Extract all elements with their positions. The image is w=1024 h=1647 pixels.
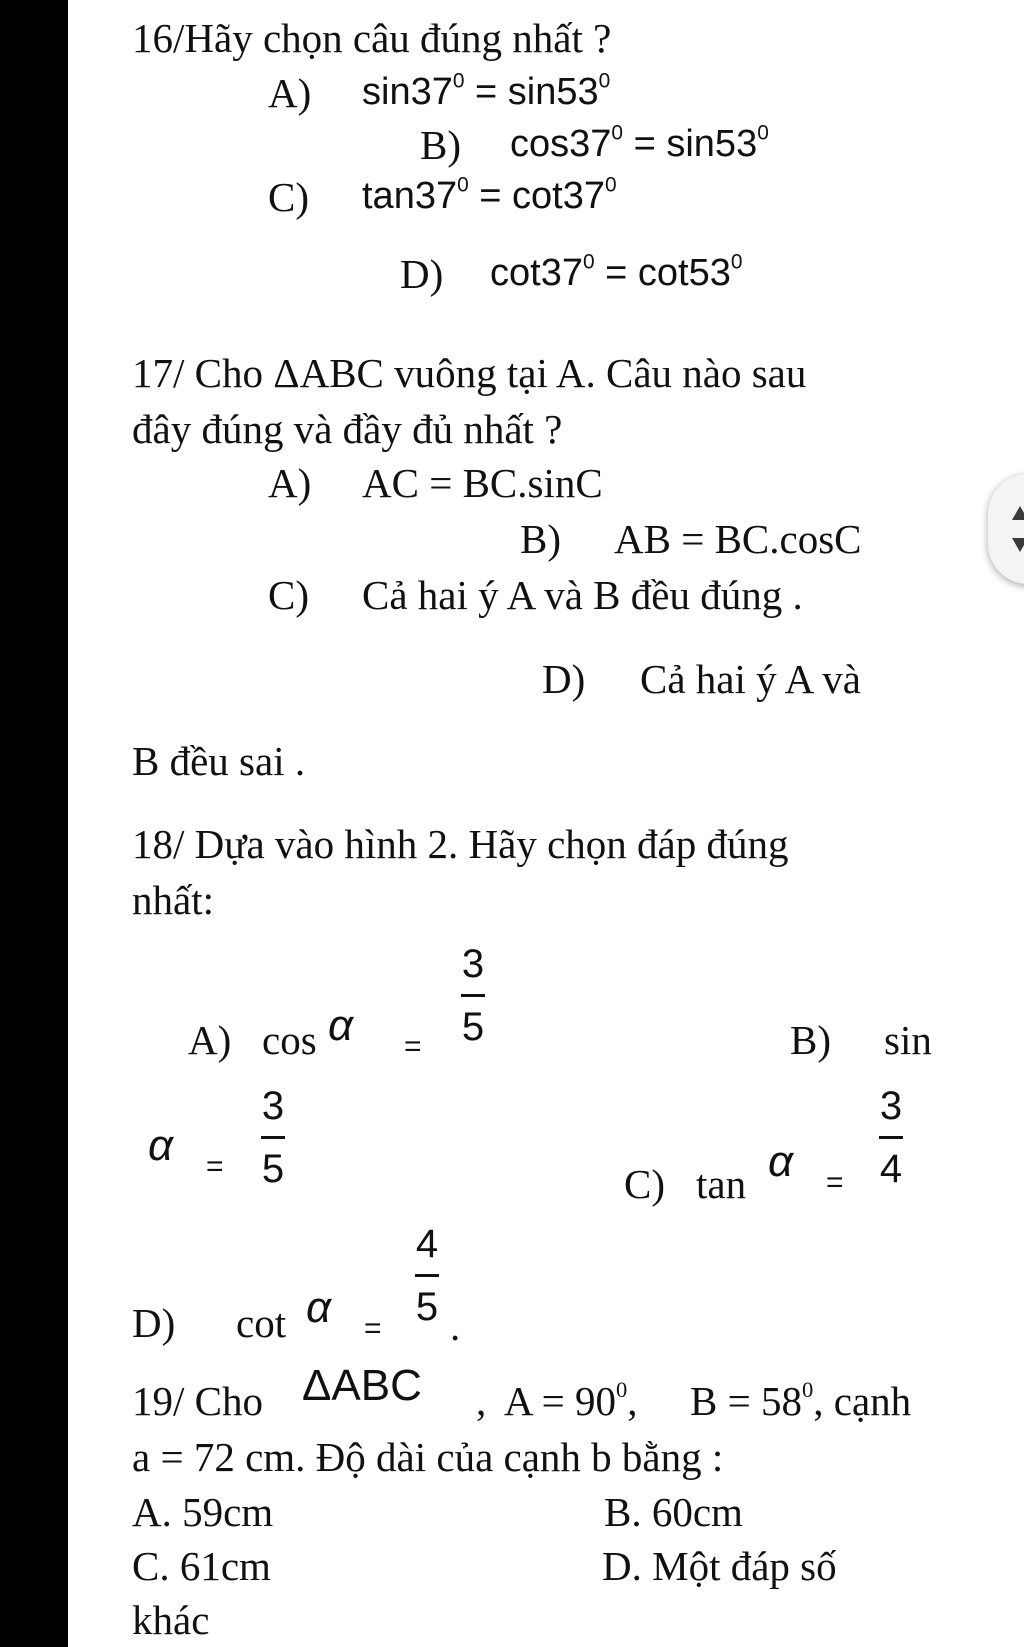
q19-option-d-line2: khác bbox=[132, 1597, 210, 1643]
q18-option-b-numerator: 3 bbox=[261, 1084, 285, 1128]
q18-option-c-equals: = bbox=[826, 1166, 844, 1199]
q18-option-b-equals: = bbox=[206, 1150, 224, 1183]
q17-option-d-label: D) bbox=[542, 656, 586, 702]
q18-option-d-end: . bbox=[450, 1303, 461, 1349]
q18-option-a-fraction bbox=[456, 944, 490, 1047]
q18-option-b-func: sin bbox=[884, 1017, 932, 1063]
q19-comma: , bbox=[476, 1378, 487, 1424]
q18-option-c-numerator: 3 bbox=[879, 1084, 903, 1128]
q18-option-d-fraction bbox=[410, 1224, 444, 1327]
q18-stem-line1: 18/ Dựa vào hình 2. Hãy chọn đáp đúng bbox=[132, 821, 789, 867]
q18-option-a-equals: = bbox=[404, 1030, 422, 1063]
q18-option-d-func: cot bbox=[236, 1300, 287, 1346]
scroll-arrows-icon bbox=[1010, 504, 1024, 554]
q18-option-b-label: B) bbox=[790, 1017, 831, 1063]
q16-option-b: $\cos 37^0 = \sin 53^0$ bbox=[510, 121, 769, 165]
q18-option-d-denominator: 5 bbox=[415, 1285, 439, 1329]
q18-option-c-denominator: 4 bbox=[879, 1147, 903, 1191]
q18-option-c-func: tan bbox=[696, 1161, 747, 1207]
q19-angle-b: $B = 58^0$, cạnh bbox=[690, 1376, 912, 1424]
q19-prefix: 19/ Cho bbox=[132, 1378, 263, 1424]
q16-option-a: $\sin 37^0 = \sin 53^0$ bbox=[362, 69, 611, 113]
q18-option-b-denominator: 5 bbox=[261, 1147, 285, 1191]
q17-option-c-label: C) bbox=[268, 572, 309, 618]
q19-stem-line2: a = 72 cm. Độ dài của cạnh b bằng : bbox=[132, 1434, 724, 1480]
q18-option-a-denominator: 5 bbox=[461, 1005, 485, 1049]
q17-option-a: AC = BC.sinC bbox=[362, 460, 603, 506]
left-black-border bbox=[0, 0, 68, 1647]
fraction-bar bbox=[879, 1136, 903, 1139]
scroll-handle[interactable] bbox=[988, 474, 1024, 584]
fraction-bar bbox=[415, 1274, 439, 1277]
q16-option-a-label: A) bbox=[268, 70, 312, 116]
q17-option-d-line1: Cả hai ý A và bbox=[640, 656, 861, 702]
q19-angle-a: $A = 90^0$, bbox=[504, 1376, 638, 1424]
q17-stem-line2: đây đúng và đầy đủ nhất ? bbox=[132, 406, 563, 452]
q17-option-a-label: A) bbox=[268, 460, 312, 506]
q18-option-d-alpha: α bbox=[306, 1283, 332, 1332]
q17-option-b-label: B) bbox=[520, 516, 561, 562]
q18-option-a-label: A) bbox=[188, 1017, 232, 1063]
q18-option-b-fraction bbox=[256, 1086, 290, 1189]
q17-option-d-line2: B đều sai . bbox=[132, 738, 306, 784]
q18-stem-line2: nhất: bbox=[132, 877, 214, 923]
q16-option-d: $\cot 37^0 = \cot 53^0$ bbox=[490, 250, 743, 294]
q18-option-c-fraction bbox=[874, 1086, 908, 1189]
q18-option-d-numerator: 4 bbox=[415, 1222, 439, 1266]
q16-stem: 16/Hãy chọn câu đúng nhất ? bbox=[132, 15, 612, 61]
q17-option-c: Cả hai ý A và B đều đúng . bbox=[362, 572, 803, 618]
q16-option-d-label: D) bbox=[400, 251, 444, 297]
q18-option-c-label: C) bbox=[624, 1161, 665, 1207]
q16-option-c: $\tan 37^0 = \cot 37^0$ bbox=[362, 173, 617, 217]
q19-triangle: ΔABC bbox=[302, 1361, 422, 1410]
q18-option-d-label: D) bbox=[132, 1300, 176, 1346]
q18-option-b-alpha: α bbox=[148, 1121, 174, 1170]
fraction-bar bbox=[461, 994, 485, 997]
q17-option-b: AB = BC.cosC bbox=[614, 516, 862, 562]
q18-option-a-func: cos bbox=[262, 1017, 317, 1063]
q17-stem-line1: 17/ Cho ΔABC vuông tại A. Câu nào sau bbox=[132, 350, 807, 396]
q18-option-a-alpha: α bbox=[328, 1001, 354, 1050]
q18-option-a-numerator: 3 bbox=[461, 942, 485, 986]
q19-option-d: D. Một đáp số bbox=[602, 1543, 837, 1589]
q18-option-d-equals: = bbox=[364, 1312, 382, 1345]
fraction-bar bbox=[261, 1136, 285, 1139]
q19-option-b: B. 60cm bbox=[604, 1489, 743, 1535]
q19-option-c: C. 61cm bbox=[132, 1543, 271, 1589]
q19-option-a: A. 59cm bbox=[132, 1489, 274, 1535]
q16-option-c-label: C) bbox=[268, 174, 309, 220]
q16-option-b-label: B) bbox=[420, 122, 461, 168]
q18-option-c-alpha: α bbox=[768, 1137, 794, 1186]
